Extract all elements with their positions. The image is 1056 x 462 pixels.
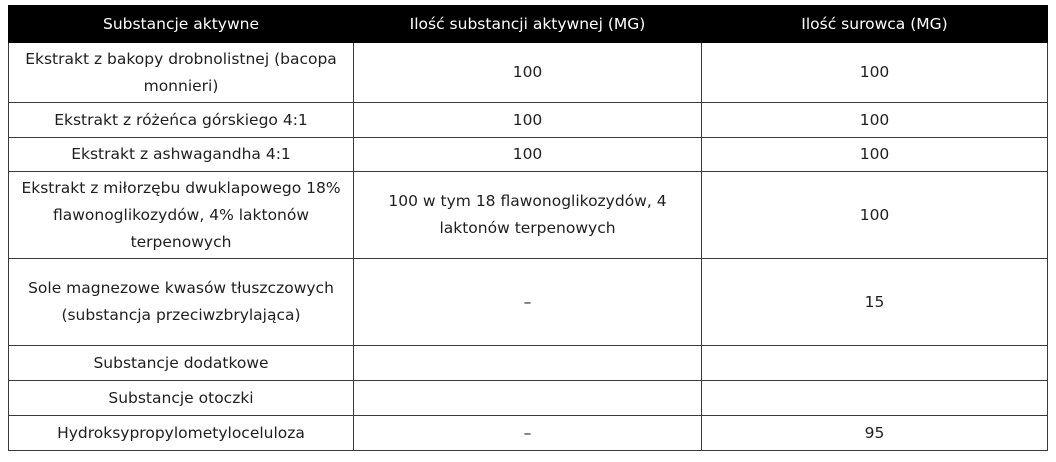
cell-raw-amount: 95 xyxy=(702,416,1048,451)
cell-raw-amount xyxy=(702,381,1048,416)
table-row xyxy=(9,416,1048,451)
table-row xyxy=(9,138,1048,172)
cell-raw-amount: 100 xyxy=(702,138,1048,172)
table-row xyxy=(9,172,1048,259)
cell-active-amount: – xyxy=(354,259,702,346)
cell-raw-amount xyxy=(702,346,1048,381)
cell-raw-amount: 100 xyxy=(702,103,1048,138)
cell-substance: Hydroksypropylometyloceluloza xyxy=(9,416,354,451)
cell-substance: Substancje otoczki xyxy=(9,381,354,416)
cell-raw-amount: 100 xyxy=(702,172,1048,259)
cell-raw-amount: 15 xyxy=(702,259,1048,346)
cell-substance: Ekstrakt z miłorzębu dwuklapowego 18% flawonoglikozydów, 4% laktonów terpenowych xyxy=(9,172,354,259)
ingredients-table xyxy=(8,5,1048,451)
table-row xyxy=(9,381,1048,416)
table-row xyxy=(9,103,1048,138)
header-row xyxy=(9,6,1048,43)
table-row xyxy=(9,43,1048,103)
header-active-amount: Ilość substancji aktywnej (MG) xyxy=(354,6,702,43)
header-raw-amount: Ilość surowca (MG) xyxy=(702,6,1048,43)
ingredients-table-container xyxy=(8,5,1048,451)
cell-substance: Sole magnezowe kwasów tłuszczowych (substancja przeciwzbrylająca) xyxy=(9,259,354,346)
cell-substance: Ekstrakt z bakopy drobnolistnej (bacopa monnieri) xyxy=(9,43,354,103)
cell-active-amount xyxy=(354,346,702,381)
table-body xyxy=(9,43,1048,451)
header-active-substances: Substancje aktywne xyxy=(9,6,354,43)
table-row xyxy=(9,346,1048,381)
cell-active-amount: 100 w tym 18 flawonoglikozydów, 4 laktonów terpenowych xyxy=(354,172,702,259)
cell-active-amount: 100 xyxy=(354,103,702,138)
cell-active-amount: 100 xyxy=(354,138,702,172)
cell-substance: Ekstrakt z ashwagandha 4:1 xyxy=(9,138,354,172)
cell-active-amount: 100 xyxy=(354,43,702,103)
cell-active-amount xyxy=(354,381,702,416)
cell-substance: Substancje dodatkowe xyxy=(9,346,354,381)
cell-raw-amount: 100 xyxy=(702,43,1048,103)
cell-active-amount: – xyxy=(354,416,702,451)
table-header xyxy=(9,6,1048,43)
table-row xyxy=(9,259,1048,346)
cell-substance: Ekstrakt z różeńca górskiego 4:1 xyxy=(9,103,354,138)
